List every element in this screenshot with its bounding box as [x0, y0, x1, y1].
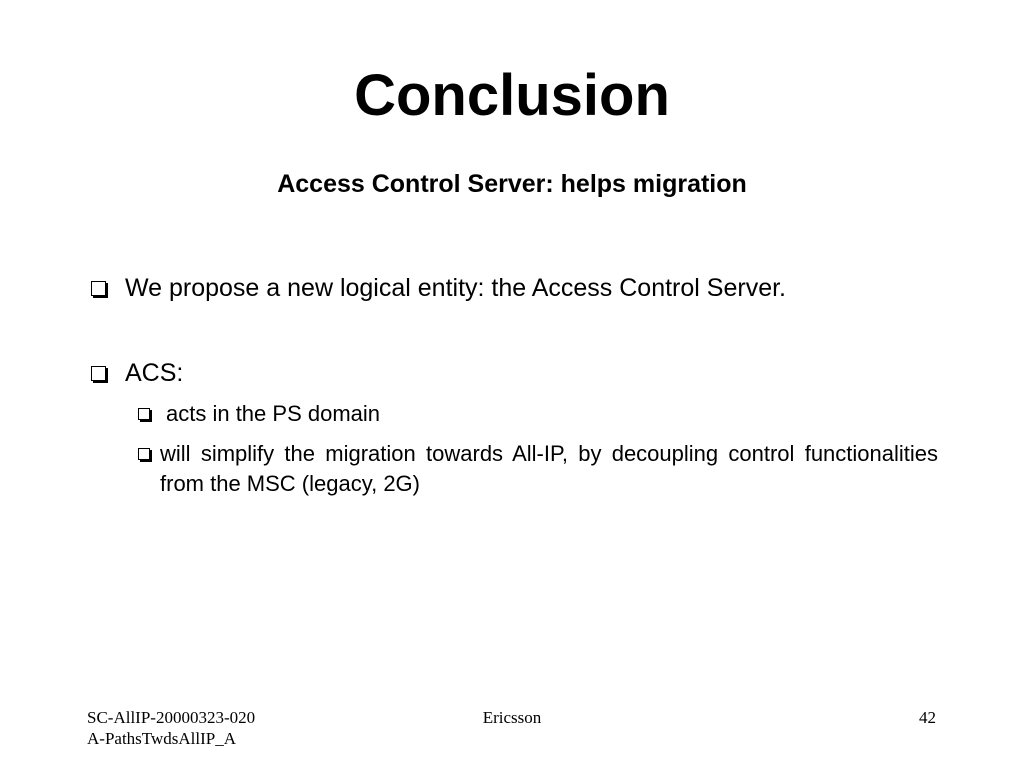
bullet-text: We propose a new logical entity: the Access Control Server. — [125, 274, 786, 302]
sub-bullet-text: acts in the PS domain — [166, 401, 381, 426]
sub-bullet-text: will simplify the migration towards All-IP, by decoupling control functionalities from the MSC (legacy, 2G) — [160, 441, 938, 496]
checkbox-bullet-icon — [138, 448, 150, 460]
bullet-item — [91, 357, 971, 389]
bullet-item — [91, 272, 971, 304]
footer-page-number: 42 — [919, 708, 936, 727]
checkbox-bullet-icon — [138, 408, 150, 420]
footer-company: Ericsson — [482, 708, 542, 727]
slide-subtitle: Access Control Server: helps migration — [277, 170, 747, 198]
checkbox-bullet-icon — [91, 281, 106, 296]
sub-bullet-item — [138, 439, 938, 499]
bullet-text: ACS: — [125, 359, 184, 387]
footer-document-id: SC-AllIP-20000323-020A-PathsTwdsAllIP_A — [87, 708, 256, 748]
sub-bullet-item — [138, 399, 938, 429]
checkbox-bullet-icon — [91, 366, 106, 381]
slide-title: Conclusion — [354, 63, 670, 128]
